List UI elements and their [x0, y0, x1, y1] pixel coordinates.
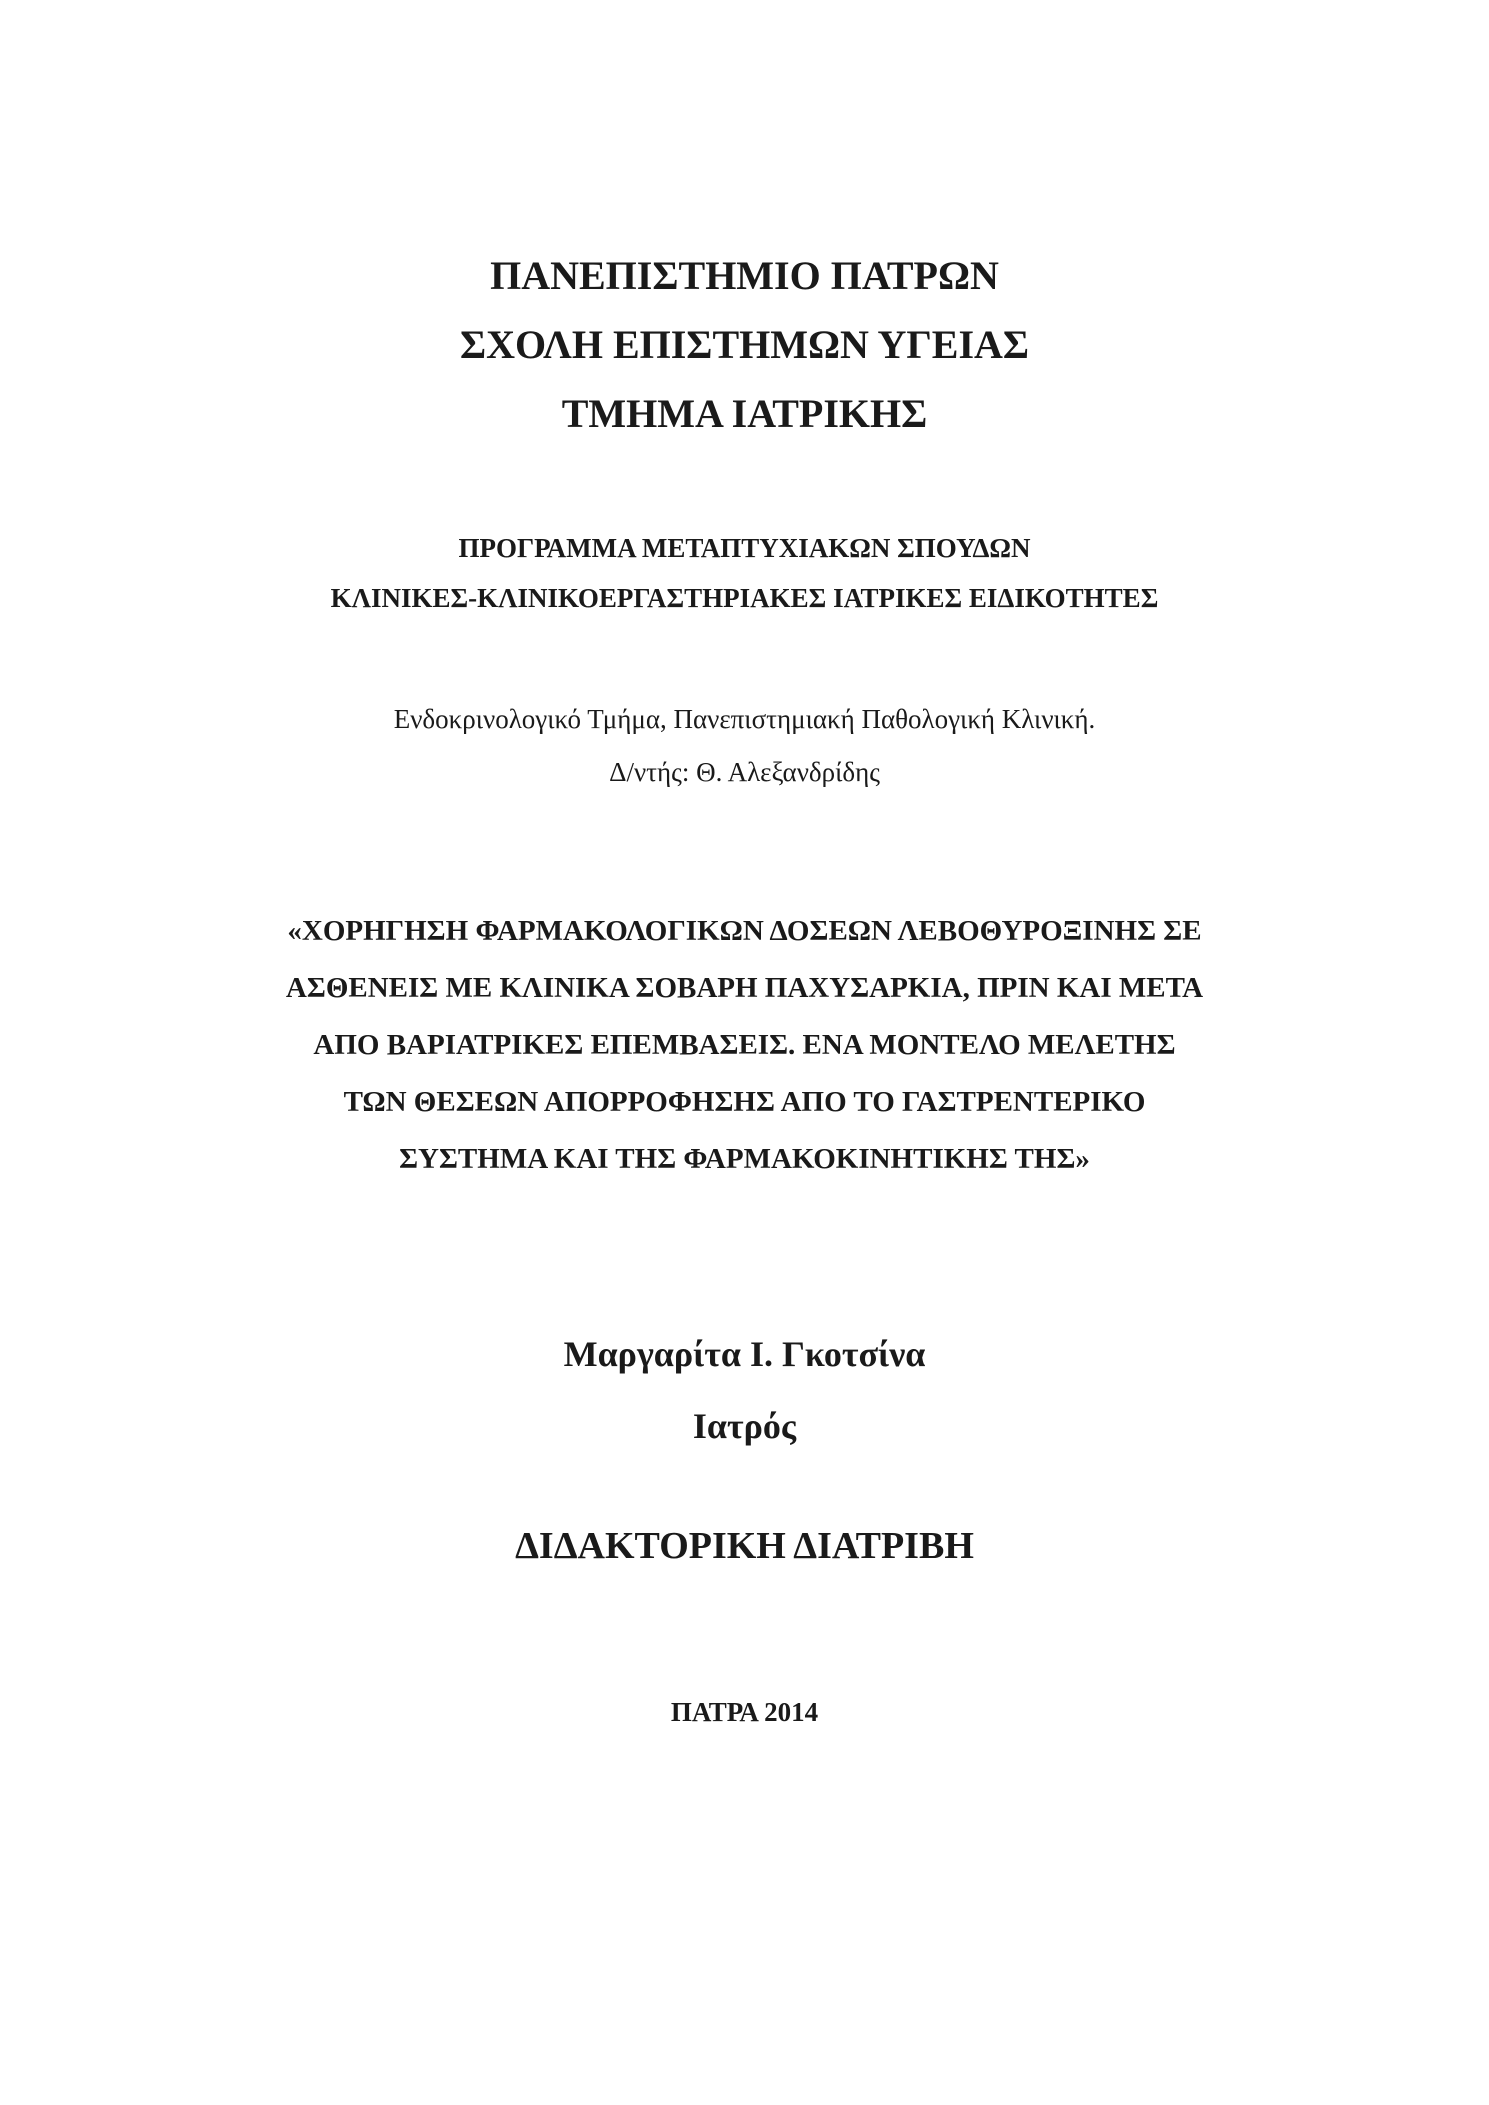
clinic-director: Δ/ντής: Θ. Αλεξανδρίδης	[609, 757, 880, 787]
author-name: Μαργαρίτα Ι. Γκοτσίνα	[563, 1334, 926, 1374]
thesis-title-line-4: ΤΩΝ ΘΕΣΕΩΝ ΑΠΟΡΡΟΦΗΣΗΣ ΑΠΟ ΤΟ ΓΑΣΤΡΕΝΤΕΡΙΚΟ	[343, 1086, 1146, 1118]
thesis-title-line-5: ΣΥΣΤΗΜΑ ΚΑΙ ΤΗΣ ΦΑΡΜΑΚΟΚΙΝΗΤΙΚΗΣ ΤΗΣ»	[399, 1143, 1090, 1175]
thesis-title-line-3: ΑΠΟ ΒΑΡΙΑΤΡΙΚΕΣ ΕΠΕΜΒΑΣΕΙΣ. ΕΝΑ ΜΟΝΤΕΛΟ ΜΕΛΕΤΗΣ	[313, 1029, 1176, 1061]
program-line-2: ΚΛΙΝΙΚΕΣ-ΚΛΙΝΙΚΟΕΡΓΑΣΤΗΡΙΑΚΕΣ ΙΑΤΡΙΚΕΣ ΕΙΔΙΚΟΤΗΤΕΣ	[330, 583, 1159, 613]
school-name: ΣΧΟΛΗ ΕΠΙΣΤΗΜΩΝ ΥΓΕΙΑΣ	[459, 322, 1030, 367]
thesis-title-line-1: «ΧΟΡΗΓΗΣΗ ΦΑΡΜΑΚΟΛΟΓΙΚΩΝ ΔΟΣΕΩΝ ΛΕΒΟΘΥΡΟΞΙΝΗΣ ΣΕ	[287, 915, 1202, 947]
document-type: ΔΙΔΑΚΤΟΡΙΚΗ ΔΙΑΤΡΙΒΗ	[515, 1525, 974, 1567]
program-line-1: ΠΡΟΓΡΑΜΜΑ ΜΕΤΑΠΤΥΧΙΑΚΩΝ ΣΠΟΥΔΩΝ	[458, 533, 1031, 563]
author-title: Ιατρός	[692, 1406, 797, 1446]
university-name: ΠΑΝΕΠΙΣΤΗΜΙΟ ΠΑΤΡΩΝ	[490, 253, 999, 298]
clinic-name: Ενδοκρινολογικό Τμήμα, Πανεπιστημιακή Παθολογική Κλινική.	[393, 704, 1096, 734]
place-year: ΠΑΤΡΑ 2014	[670, 1697, 819, 1727]
thesis-title-line-2: ΑΣΘΕΝΕΙΣ ΜΕ ΚΛΙΝΙΚΑ ΣΟΒΑΡΗ ΠΑΧΥΣΑΡΚΙΑ, ΠΡΙΝ ΚΑΙ ΜΕΤΑ	[285, 972, 1204, 1004]
department-name: ΤΜΗΜΑ ΙΑΤΡΙΚΗΣ	[561, 391, 928, 436]
